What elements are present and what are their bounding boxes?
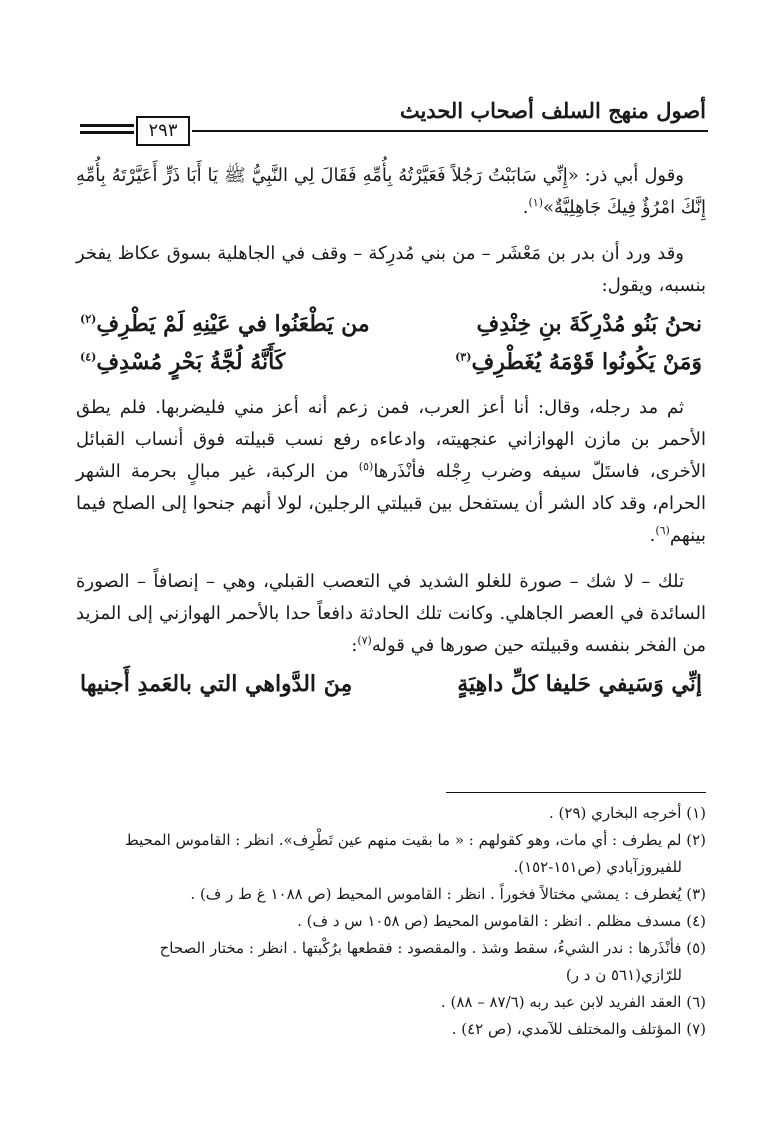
- running-title: أصول منهج السلف أصحاب الحديث: [399, 98, 706, 123]
- paragraph-ahmar: ثم مد رجله، وقال: أنا أعز العرب، فمن زعم أنه أعز مني فليضربها. فلم يطق الأحمر بن مازن الهوازاني عنجهيته، وادعاءه رفع نسب قبيلته فوق أنساب القبائل الأخرى، فاستَلّ سيفه وضرب رِجْله فأنْذَرها$^{(٥)}$ من الركبة، غير مبالٍ بحرمة الشهر الحرام، وقد كاد الشر أن يستفحل بين قبيلتي الرجلين، لولا أنهم جنحوا إلى الصلح فيما بينهم$^{(٦)}$.: [76, 397, 706, 546]
- verse-hemistich: نحنُ بَنُو مُدْرِكَةَ بنِ خِنْدِفِ: [476, 311, 702, 337]
- paragraph-tribal-zeal: تلك – لا شك – صورة للغلو الشديد في التعصب القبلي، وهي – إنصافاً – الصورة السائدة في العصر الجاهلي. وكانت تلك الحادثة دافعاً حدا بالأحمر الهوازني إلى المزيد من الفخر بنفسه وقبيلته حين صورها في قوله$^{(٧)}$:: [76, 571, 706, 656]
- footnote-5-continued: للرّازي(٥٦١ ن د ر): [565, 966, 682, 984]
- footnote-ref-2[interactable]: (٢): [80, 312, 97, 326]
- footnote-6: (٦) العقد الفريد لابن عبد ربه (٨٧/٦ – ٨٨) .: [440, 993, 706, 1011]
- verse-line-2: [76, 344, 706, 380]
- footnote-2: (٢) لم يطرف : أي مات، وهو كقولهم : « ما بقيت منهم عين تَطْرِف». انظر : القاموس المحيط: [124, 831, 706, 849]
- verse-hemistich: إنِّي وَسَيفي حَليفا كلِّ داهِيَةٍ: [457, 671, 702, 697]
- footnote-ref-3[interactable]: (٣): [455, 350, 472, 364]
- verse-hemistich: وَمَنْ يَكُونُوا قَوْمَهُ يُغَطْرِفِ$^{(٣)}$: [455, 349, 702, 375]
- footnote-ref-6[interactable]: (٦): [655, 524, 670, 537]
- footnotes: [76, 800, 706, 1043]
- page-number: ٢٩٣: [136, 116, 190, 146]
- footnote-7: (٧) المؤتلف والمختلف للآمدي، (ص ٤٢) .: [451, 1020, 706, 1038]
- footnote-4: (٤) مسدف مظلم . انظر : القاموس المحيط (ص ١٠٥٨ س د ف) .: [297, 912, 706, 930]
- footnote-3: (٣) يُغطرف : يمشي مختالاً فخوراً . انظر : القاموس المحيط (ص ١٠٨٨ غ ط ر ف) .: [190, 885, 706, 903]
- footnote-ref-1[interactable]: (١): [528, 196, 544, 209]
- verse-line-1: [76, 306, 706, 342]
- body-text: [76, 160, 706, 704]
- paragraph-abu-dharr: وقول أبي ذر: «إِنِّي سَابَبْتُ رَجُلاً فَعَيَّرْتُهُ بِأُمِّهِ فَقَالَ لِي النَّبِيُّ ﷺ يَا أَبَا ذَرٍّ أَعَيَّرْتَهُ بِأُمِّهِ إِنَّكَ امْرُؤٌ فِيكَ جَاهِلِيَّةٌ»$^{(١)}$.: [76, 165, 706, 218]
- footnote-1: (١) أخرجه البخاري (٢٩) .: [549, 804, 706, 822]
- footnote-ref-4[interactable]: (٤): [80, 350, 97, 364]
- header-rule: [192, 130, 708, 132]
- footnote-separator: [446, 792, 706, 793]
- verse-hemistich: كَأَنَّهُ لُجَّةُ بَحْرٍ مُسْدِفِ$^{(٤)}$: [80, 349, 286, 375]
- verse-hemistich: من يَطْعَنُوا في عَيْنِهِ لَمْ يَطْرِفِ$^{(٢)}$: [80, 311, 370, 337]
- verse-hemistich: مِنَ الدَّواهي التي بالعَمدِ أَجنيها: [80, 671, 353, 697]
- footnote-5: (٥) فأنْذَرها : ندر الشيءُ، سقط وشذ . والمقصود : فقطعها برُكْبتها . انظر : مختار الصحاح: [159, 939, 706, 957]
- verse-line-3: [76, 666, 706, 702]
- footnote-2-continued: للفيروزآبادي (ص١٥١-١٥٢).: [513, 858, 682, 876]
- paragraph-badr: وقد ورد أن بدر بن مَعْشَر – من بني مُدرِكة – وقف في الجاهلية بسوق عكاظ يفخر بنسبه، ويقول:: [76, 243, 706, 296]
- footnote-ref-5[interactable]: (٥): [358, 460, 374, 473]
- footnote-ref-7[interactable]: (٧): [357, 634, 372, 647]
- header-ornament-lines: [80, 124, 134, 138]
